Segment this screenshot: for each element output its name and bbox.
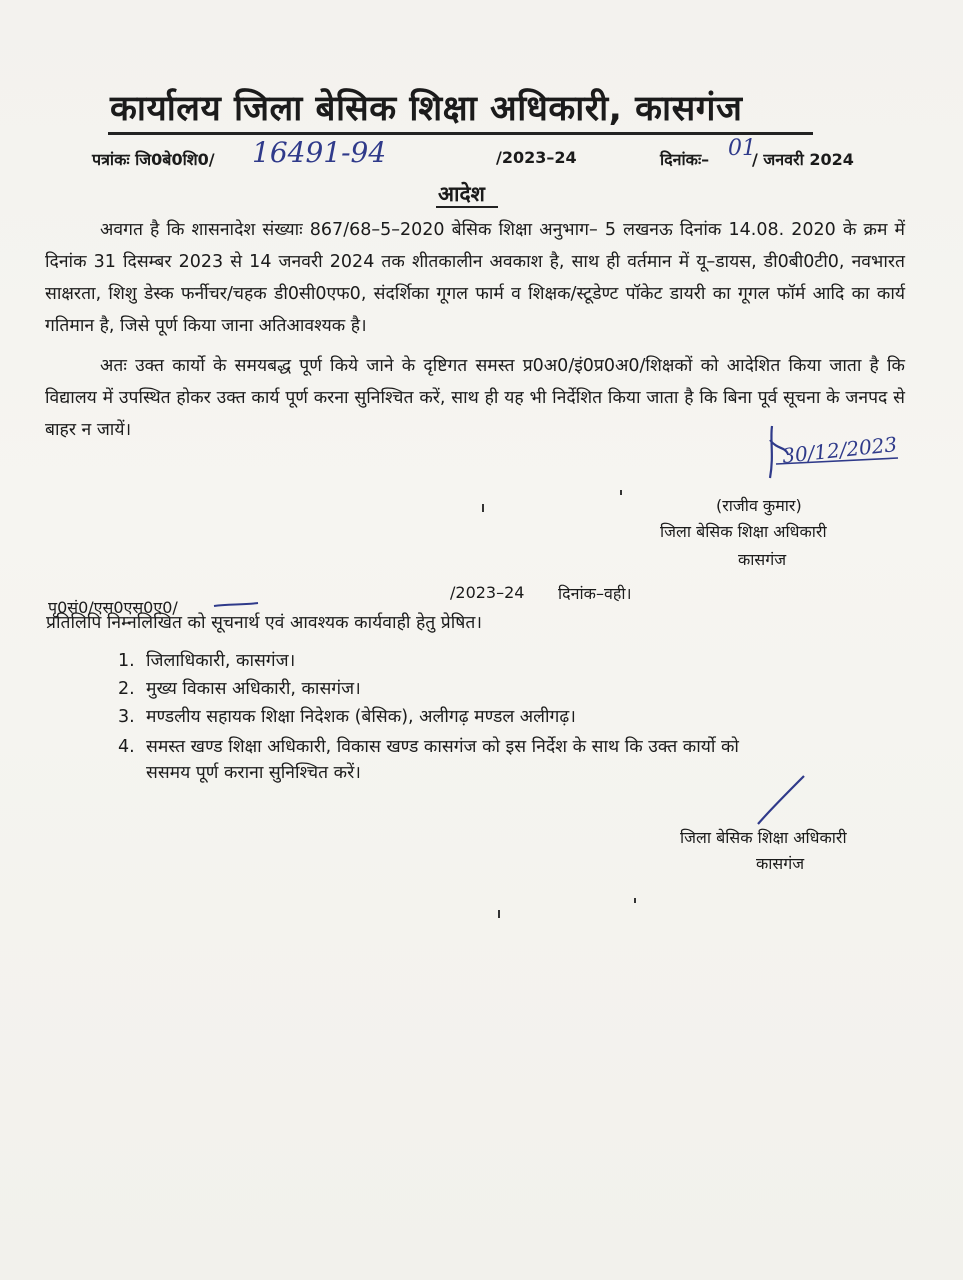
copy-ref-label: पृ0सं0/एस0एस0ए0/ [48, 598, 178, 617]
list-number: 3. [118, 707, 135, 727]
ref-year: /2023–24 [496, 148, 577, 167]
list-item [118, 676, 361, 700]
list-item [118, 734, 739, 758]
signatory-place: कासगंज [738, 550, 787, 569]
list-text: समस्त खण्ड शिक्षा अधिकारी, विकास खण्ड कासगंज को इस निर्देश के साथ कि उक्त कार्यो को [146, 737, 739, 757]
title-underline [108, 132, 813, 135]
copy-ref-year: /2023–24 [450, 583, 525, 602]
list-text: मुख्य विकास अधिकारी, कासगंज। [146, 679, 361, 699]
signatory-designation: जिला बेसिक शिक्षा अधिकारी [660, 522, 827, 541]
list-item [118, 648, 295, 672]
paper-speck [620, 490, 622, 495]
paper-speck [634, 898, 636, 903]
signature2-designation: जिला बेसिक शिक्षा अधिकारी [680, 828, 847, 847]
list-item-continuation: ससमय पूर्ण कराना सुनिश्चित करें। [146, 763, 361, 783]
copy-ref-handwritten-dash [212, 598, 262, 610]
paper-speck [498, 910, 500, 918]
order-paragraph-2: अतः उक्त कार्यो के समयबद्ध पूर्ण किये जाने के दृष्टिगत समस्त प्र0अ0/इं0प्र0अ0/शिक्षकों को आदेशित किया जाता है कि विद्यालय में उपस्थित होकर उक्त कार्य पूर्ण करना सुनिश्चित करें, साथ ही यह भी निर्देशित किया जाता है कि बिना पूर्व सूचना के जनपद से बाहर न जायें। [45, 356, 905, 440]
date-rest: / जनवरी 2024 [752, 150, 854, 169]
signatory-name: (राजीव कुमार) [716, 496, 802, 515]
signature2-place: कासगंज [756, 854, 805, 873]
copy-intro: प्रतिलिपि निम्नलिखित को सूचनार्थ एवं आवश्यक कार्यवाही हेतु प्रेषित। [46, 613, 482, 633]
paper-speck [482, 504, 484, 512]
list-item [118, 704, 576, 728]
signature-scribble-2 [752, 770, 812, 830]
list-number: 2. [118, 679, 135, 699]
order-heading: आदेश [438, 182, 485, 206]
list-number: 1. [118, 651, 135, 671]
copy-ref-date: दिनांक–वही। [558, 584, 632, 603]
date-label: दिनांकः– [660, 150, 710, 169]
date-handwritten: 01 [728, 136, 756, 161]
list-text: जिलाधिकारी, कासगंज। [146, 651, 296, 671]
heading-underline [436, 206, 498, 208]
ref-label: पत्रांकः जि0बे0शि0/ [92, 150, 215, 169]
signature-date-handwritten: 30/12/2023 [781, 432, 899, 468]
order-paragraph-1: अवगत है कि शासनादेश संख्याः 867/68–5–2020 बेसिक शिक्षा अनुभाग– 5 लखनऊ दिनांक 14.08. 2020 के क्रम में दिनांक 31 दिसम्बर 2023 से 14 जनवरी 2024 तक शीतकालीन अवकाश है, साथ ही वर्तमान में यू–डायस, डी0बी0टी0, नवभारत साक्षरता, शिशु डेस्क फर्नीचर/चहक डी0सी0एफ0, संदर्शिका गूगल फार्म व शिक्षक/स्टूडेण्ट पॉकेट डायरी का गूगल फॉर्म आदि का कार्य गतिमान है, जिसे पूर्ण किया जाना अतिआवश्यक है। [45, 220, 905, 336]
office-title: कार्यालय जिला बेसिक शिक्षा अधिकारी, कासगंज [110, 89, 743, 129]
list-text: मण्डलीय सहायक शिक्षा निदेशक (बेसिक), अलीगढ़ मण्डल अलीगढ़। [146, 707, 576, 727]
ref-number-handwritten: 16491-94 [252, 136, 387, 169]
list-number: 4. [118, 737, 135, 757]
